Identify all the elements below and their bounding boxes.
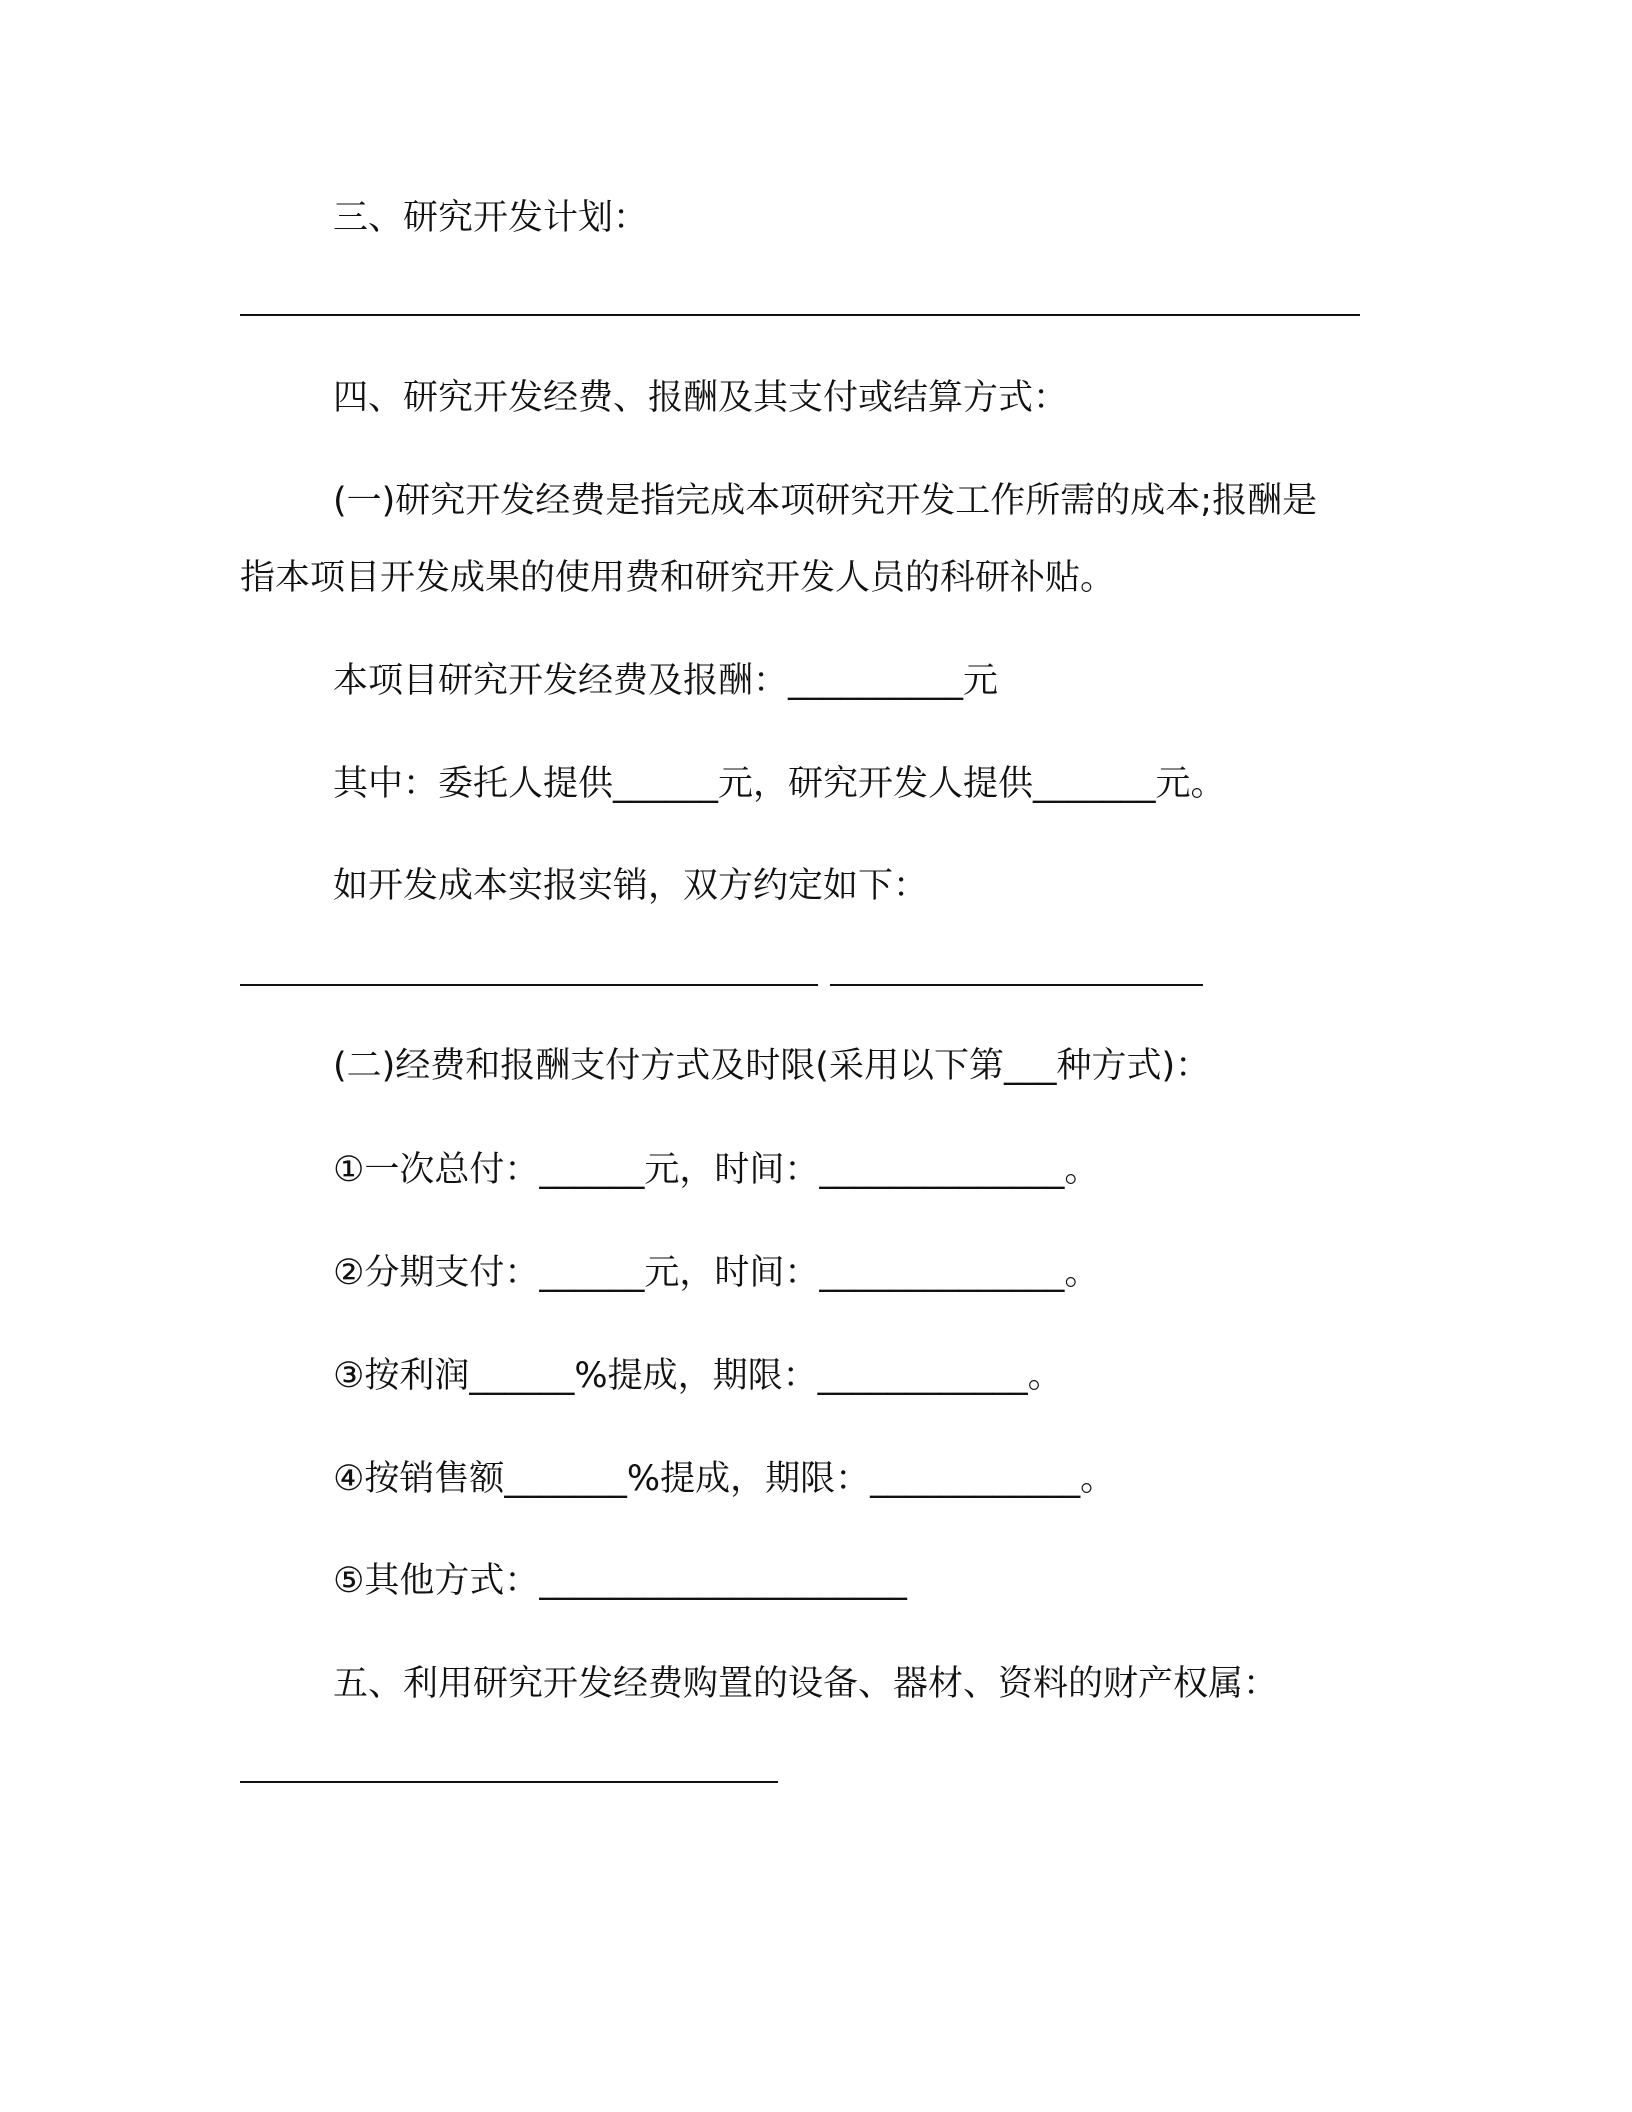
section-5-heading: 五、利用研究开发经费购置的设备、器材、资料的财产权属： [333,1664,1279,1704]
payment-option-3: ③按利润______%提成，期限：____________。 [333,1356,1063,1396]
section-3-heading: 三、研究开发计划： [333,198,649,238]
fee-total-line: 本项目研究开发经费及报酬：__________元 [333,661,999,701]
fee-split-line: 其中：委托人提供______元，研究开发人提供_______元。 [333,764,1226,804]
blank-line-research-plan [240,314,1360,316]
item-1-line-2: 指本项目开发成果的使用费和研究开发人员的科研补贴。 [240,558,1116,598]
blank-line-agreement-a [240,984,818,986]
item-2-heading: (二)经费和报酬支付方式及时限(采用以下第___种方式)： [333,1046,1211,1086]
payment-option-5: ⑤其他方式：_____________________ [333,1561,907,1601]
payment-option-4: ④按销售额_______%提成，期限：____________。 [333,1459,1116,1499]
payment-option-2: ②分期支付：______元，时间：______________。 [333,1253,1100,1293]
section-4-heading: 四、研究开发经费、报酬及其支付或结算方式： [333,378,1069,418]
item-1-line-1: (一)研究开发经费是指完成本项研究开发工作所需的成本;报酬是 [333,481,1318,521]
actual-cost-line: 如开发成本实报实销，双方约定如下： [333,866,929,906]
blank-line-agreement-b [830,984,1203,986]
blank-line-property-ownership [240,1781,778,1783]
payment-option-1: ①一次总付：______元，时间：______________。 [333,1150,1100,1190]
